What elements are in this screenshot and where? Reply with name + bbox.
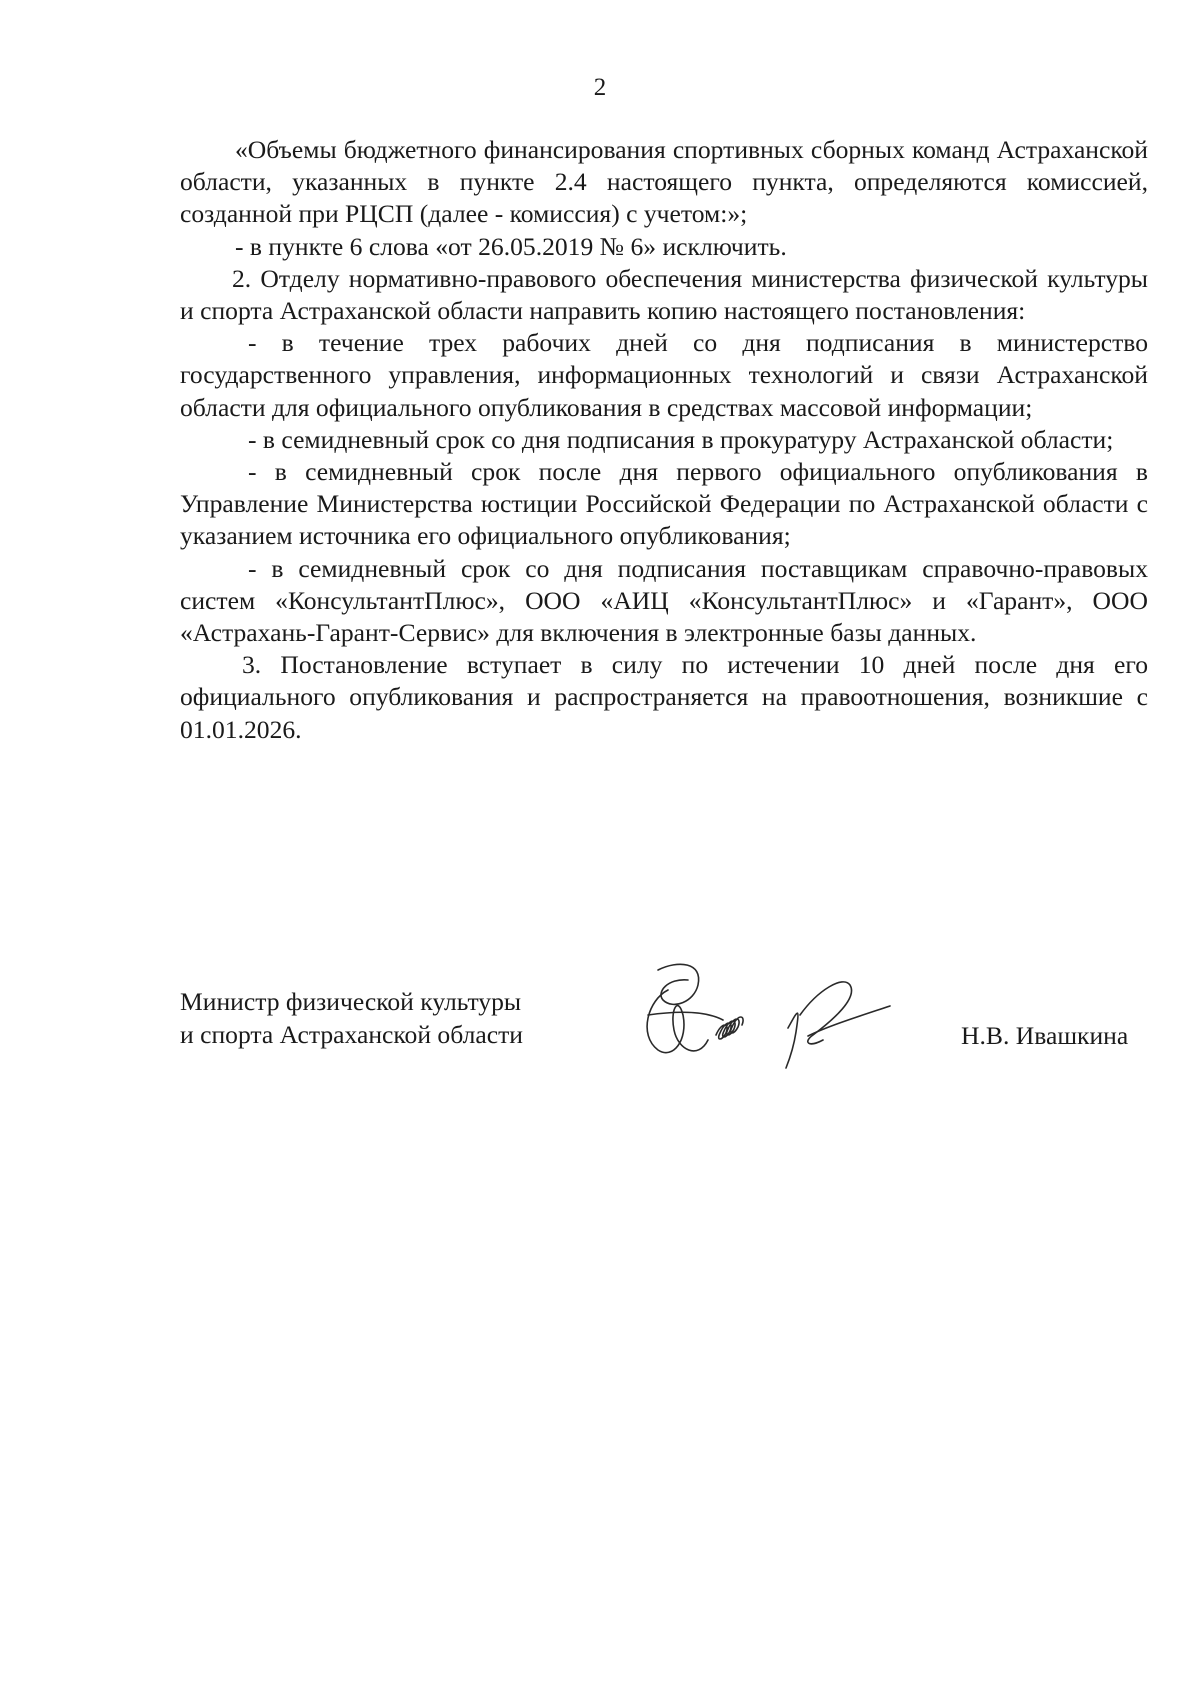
- signatory-title: [180, 985, 523, 1051]
- paragraph-point-6-exclusion: - в пункте 6 слова «от 26.05.2019 № 6» исключить.: [235, 231, 787, 261]
- handwritten-signature: [628, 940, 928, 1090]
- paragraph-prosecutor: - в семидневный срок со дня подписания в прокуратуру Астраханской области;: [248, 424, 1114, 454]
- paragraph-item-2: 2. Отделу нормативно-правового обеспечения министерства физической культуры и спорта Астраханской области направить копию настоящего постановления:: [180, 263, 1148, 326]
- paragraph-justice-ministry: - в семидневный срок после дня первого официального опубликования в Управление Министерства юстиции Российской Федерации по Астраханской области с указанием источника его официального опубликования;: [180, 457, 1148, 551]
- paragraph-legal-systems: - в семидневный срок со дня подписания поставщикам справочно-правовых систем «КонсультантПлюс», ООО «АИЦ «КонсультантПлюс» и «Гарант», ООО «Астрахань-Гарант-Сервис» для включения в электронные базы данных.: [180, 553, 1148, 648]
- document-body: [180, 134, 1148, 746]
- page-number: 2: [593, 74, 607, 101]
- paragraph-item-3: 3. Постановление вступает в силу по истечении 10 дней после дня его официального опубликования и распространяется на правоотношения, возникшие с 01.01.2026.: [180, 650, 1148, 744]
- signatory-title-line-2: и спорта Астраханской области: [180, 1020, 523, 1049]
- paragraph-budget-volumes: «Объемы бюджетного финансирования спортивных сборных команд Астраханской области, указанных в пункте 2.4 настоящего пункта, определяются комиссией, созданной при РЦСП (далее - комиссия) с учетом:»;: [180, 135, 1148, 229]
- paragraph-ministry-publication: - в течение трех рабочих дней со дня подписания в министерство государственного управления, информационных технологий и связи Астраханской области для официального опубликования в средствах массовой информации;: [180, 328, 1148, 422]
- signatory-name: Н.В. Ивашкина: [961, 1021, 1129, 1050]
- signatory-title-line-1: Министр физической культуры: [180, 987, 522, 1016]
